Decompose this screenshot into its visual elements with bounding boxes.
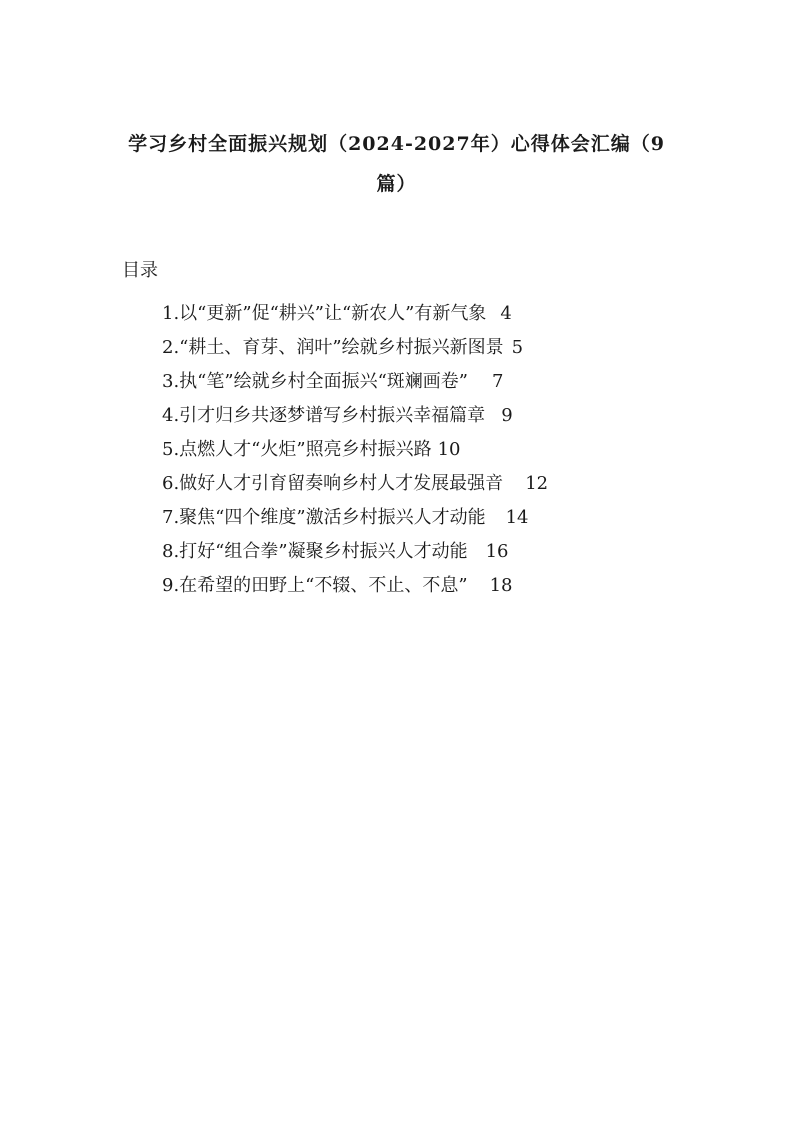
toc-entry-6[interactable] [162, 469, 662, 503]
toc-entry-page: 12 [525, 473, 549, 494]
toc-entry-page: 18 [489, 575, 513, 596]
toc-entry-8[interactable] [162, 537, 662, 571]
toc-entry-2[interactable] [162, 333, 662, 367]
toc-entry-9[interactable] [162, 571, 662, 605]
toc-entry-page: 4 [500, 303, 512, 324]
toc-heading: 目录 [122, 260, 158, 281]
toc-entry-label: 2.“耕土、育芽、润叶”绘就乡村振兴新图景 [162, 337, 504, 358]
toc-entry-label: 5.点燃人才“火炬”照亮乡村振兴路 [162, 439, 432, 460]
toc-entry-label: 3.执“笔”绘就乡村全面振兴“斑斓画卷” [162, 371, 468, 392]
toc-entry-page: 7 [491, 371, 504, 392]
toc-entry-label: 9.在希望的田野上“不辍、不止、不息” [162, 575, 468, 596]
table-of-contents [162, 299, 662, 605]
toc-entry-page: 14 [505, 507, 529, 528]
toc-entry-label: 6.做好人才引育留奏响乡村人才发展最强音 [162, 473, 504, 494]
toc-entry-label: 7.聚焦“四个维度”激活乡村振兴人才动能 [162, 507, 486, 528]
toc-entry-label: 8.打好“组合拳”凝聚乡村振兴人才动能 [162, 541, 468, 562]
toc-entry-5[interactable] [162, 435, 662, 469]
toc-entry-4[interactable] [162, 401, 662, 435]
document-title: 学习乡村全面振兴规划（2024-2027年）心得体会汇编（9篇） [128, 133, 665, 195]
toc-entry-page: 9 [501, 405, 513, 426]
toc-entry-7[interactable] [162, 503, 662, 537]
toc-entry-page: 10 [437, 439, 461, 460]
toc-entry-label: 4.引才归乡共逐梦谱写乡村振兴幸福篇章 [162, 405, 486, 426]
toc-entry-3[interactable] [162, 367, 662, 401]
toc-entry-1[interactable] [162, 299, 662, 333]
toc-entry-page: 16 [485, 541, 509, 562]
toc-entry-page: 5 [511, 337, 524, 358]
toc-entry-label: 1.以“更新”促“耕兴”让“新农人”有新气象 [162, 303, 487, 324]
